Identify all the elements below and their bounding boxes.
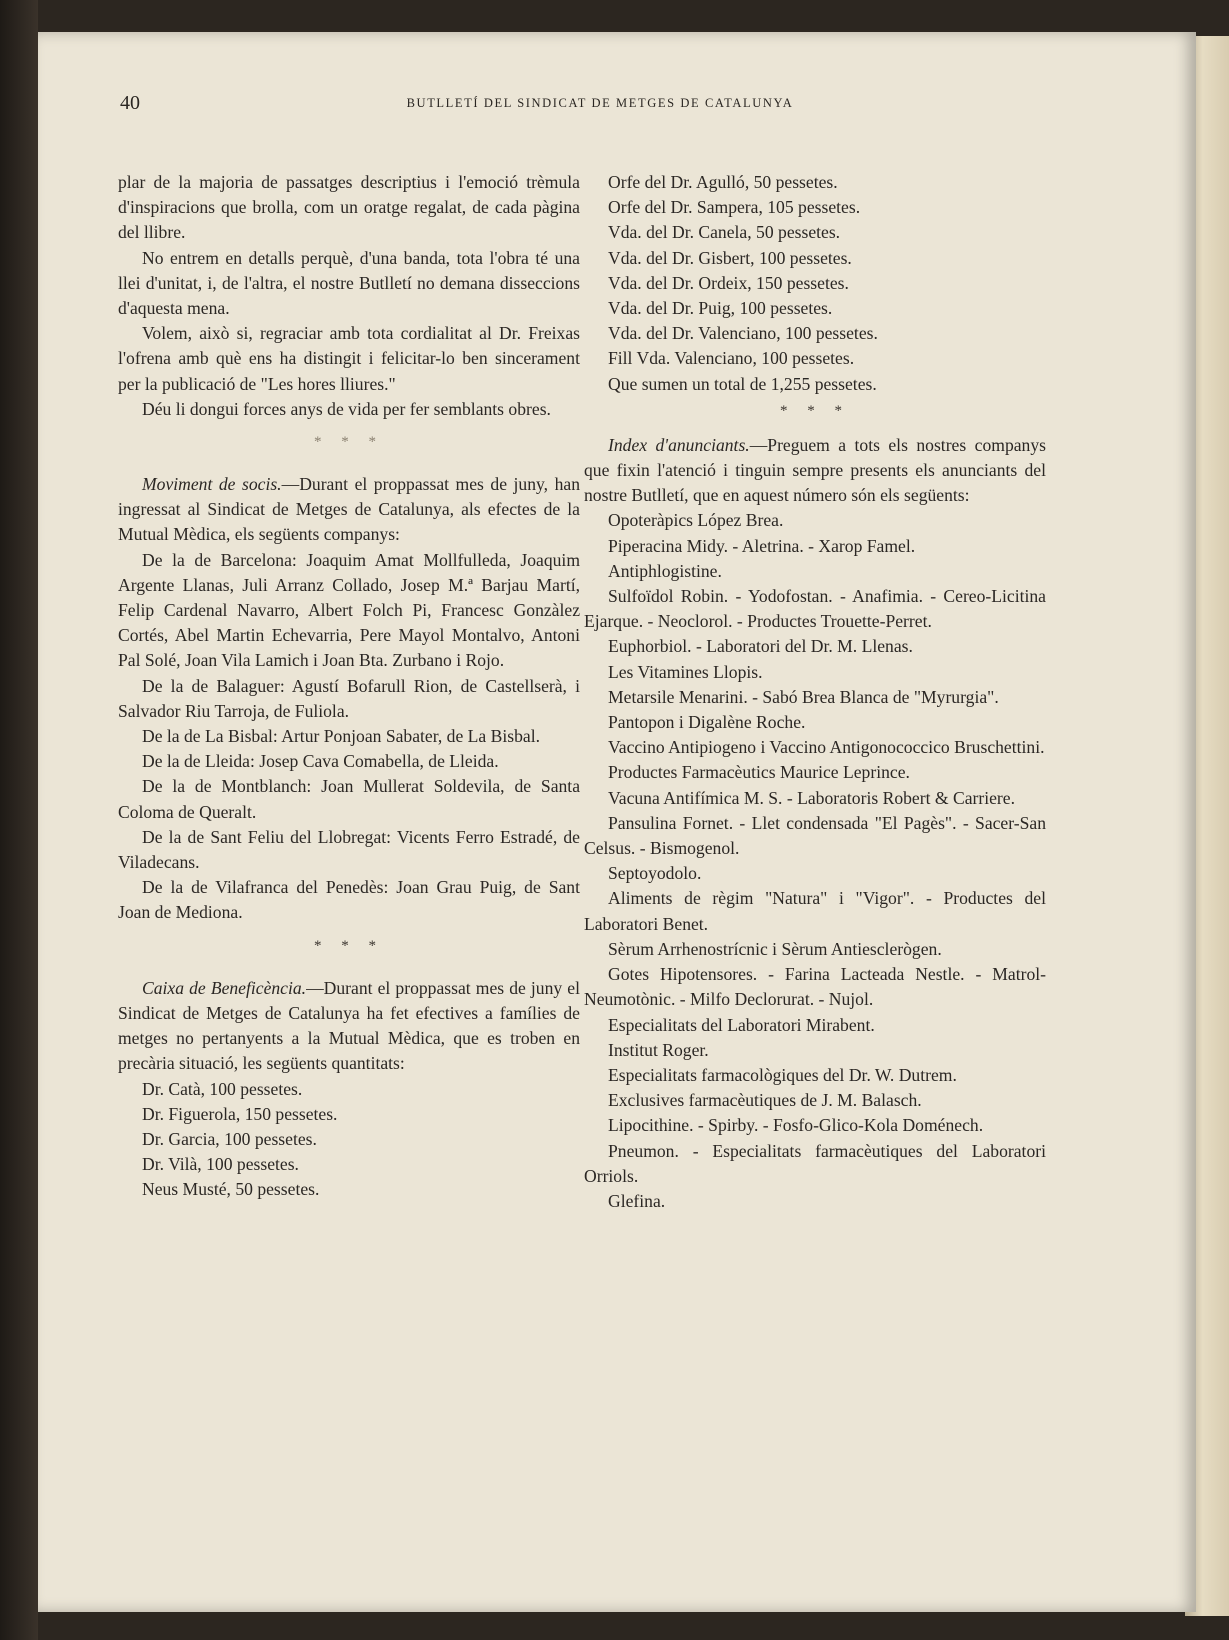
advertiser-item: Aliments de règim "Natura" i "Vigor". - Productes del Laboratori Benet. [584, 888, 1046, 934]
index-paragraph [584, 433, 1046, 509]
page-number: 40 [120, 92, 140, 114]
moviment-entry: De la de Montblanch: Joan Mullerat Soldevila, de Santa Coloma de Queralt. [118, 776, 580, 822]
advertiser-item: Les Vitamines Llopis. [608, 661, 763, 682]
left-column [118, 170, 580, 1203]
moviment-entry: De la de Vilafranca del Penedès: Joan Grau Puig, de Sant Joan de Mediona. [118, 877, 580, 923]
advertiser-item: Especialitats del Laboratori Mirabent. [608, 1014, 875, 1035]
moviment-title: Moviment de socis. [142, 474, 282, 495]
caixa-entry: Vda. del Dr. Puig, 100 pessetes. [608, 298, 833, 319]
advertiser-item: Gotes Hipotensores. - Farina Lacteada Nestle. - Matrol-Neumotònic. - Milfo Declorurat. - Nujol. [584, 964, 1046, 1010]
moviment-lead: —Durant el proppassat mes de juny, han ingressat al Sindicat de Metges de Catalunya, als efectes de la Mutual Mèdica, els següents companys: [118, 474, 580, 545]
caixa-entry: Dr. Garcia, 100 pessetes. [142, 1128, 317, 1149]
intro-paragraph: Volem, això si, regraciar amb tota cordialitat al Dr. Freixas l'ofrena amb què ens ha distingit i felicitar-lo ben sincerament per la publicació de "Les hores lliures." [118, 323, 580, 394]
advertiser-item: Institut Roger. [608, 1039, 709, 1060]
index-lead: —Preguem a tots els nostres companys que fixin l'atenció i tinguin sempre presents els anunciants del nostre Butlletí, que en aquest número són els següents: [584, 434, 1046, 506]
advertiser-item: Vaccino Antipiogeno i Vaccino Antigonococcico Bruschettini. [608, 737, 1045, 758]
advertiser-item: Productes Farmacèutics Maurice Leprince. [608, 762, 910, 783]
page-header [120, 92, 1080, 122]
moviment-paragraph [118, 472, 580, 548]
caixa-entry: Neus Musté, 50 pessetes. [142, 1179, 320, 1200]
caixa-paragraph [118, 976, 580, 1077]
advertiser-item: Euphorbiol. - Laboratori del Dr. M. Llenas. [608, 636, 913, 657]
section-separator: * * * [314, 434, 384, 451]
intro-paragraph: plar de la majoria de passatges descriptius i l'emoció trèmula d'inspiracions que brolla, com un oratge regalat, de cada pàgina del llibre. [118, 172, 580, 243]
moviment-entry: De la de La Bisbal: Artur Ponjoan Sabater, de La Bisbal. [142, 726, 540, 747]
caixa-entry: Orfe del Dr. Sampera, 105 pessetes. [608, 197, 861, 218]
caixa-entry: Vda. del Dr. Ordeix, 150 pessetes. [608, 272, 849, 293]
right-column [584, 170, 1046, 1214]
advertiser-item: Glefina. [608, 1190, 666, 1211]
section-separator: * * * [780, 402, 850, 419]
advertiser-item: Lipocithine. - Spirby. - Fosfo-Glico-Kola Doménech. [608, 1115, 984, 1136]
running-head: BUTLLETÍ DEL SINDICAT DE METGES DE CATALUNYA [406, 96, 794, 110]
caixa-entry: Dr. Catà, 100 pessetes. [142, 1078, 303, 1099]
scan-shadow-left [0, 0, 38, 1640]
advertiser-item: Sulfoïdol Robin. - Yodofostan. - Anafimia. - Cereo-Licitina Ejarque. - Neoclorol. - Productes Trouette-Perret. [584, 586, 1046, 632]
intro-paragraph: No entrem en detalls perquè, d'una banda, tota l'obra té una llei d'unitat, i, de l'altra, el nostre Butlletí no demana disseccions d'aquesta mena. [118, 247, 580, 319]
caixa-lead: —Durant el proppassat mes de juny el Sindicat de Metges de Catalunya ha fet efectives a famílies de metges no pertanyents a la Mutual Mèdica, que es troben en precària situació, les següents quantitats: [118, 977, 580, 1074]
advertiser-item: Vacuna Antifímica M. S. - Laboratoris Robert & Carriere. [608, 787, 1015, 808]
caixa-title: Caixa de Beneficència. [142, 977, 307, 998]
advertiser-item: Exclusives farmacèutiques de J. M. Balasch. [608, 1090, 922, 1111]
caixa-entry: Dr. Figuerola, 150 pessetes. [142, 1103, 338, 1124]
advertiser-item: Pansulina Fornet. - Llet condensada "El Pagès". - Sacer-San Celsus. - Bismogenol. [584, 812, 1046, 859]
caixa-entry: Dr. Vilà, 100 pessetes. [142, 1154, 299, 1175]
advertiser-item: Metarsile Menarini. - Sabó Brea Blanca de "Myrurgia". [608, 686, 999, 707]
advertiser-item: Pantopon i Digalène Roche. [608, 712, 806, 733]
moviment-entry: De la de Lleida: Josep Cava Comabella, de Lleida. [142, 751, 499, 772]
advertiser-item: Opoteràpics López Brea. [608, 510, 784, 531]
caixa-entry: Orfe del Dr. Agulló, 50 pessetes. [608, 172, 838, 192]
advertiser-item: Piperacina Midy. - Aletrina. - Xarop Famel. [608, 535, 916, 556]
index-title: Index d'anunciants. [608, 434, 750, 455]
caixa-entry: Vda. del Dr. Gisbert, 100 pessetes. [608, 247, 852, 268]
moviment-entry: De la de Barcelona: Joaquim Amat Mollfulleda, Joaquim Argente Llanas, Juli Arranz Collado, Josep M.ª Barjau Martí, Felip Cardenal Navarro, Albert Folch Pi, Francesc Gonzàlez Cortés, Abel Martin Echevarria, Pere Mayol Montalvo, Antoni Pal Solé, Joan Vila Lamich i Joan Bta. Zurbano i Rojo. [118, 549, 580, 671]
moviment-entry: De la de Balaguer: Agustí Bofarull Rion, de Castellserà, i Salvador Riu Tarroja, de Fuliola. [118, 675, 580, 721]
advertiser-item: Especialitats farmacològiques del Dr. W. Dutrem. [608, 1064, 957, 1085]
advertiser-item: Pneumon. - Especialitats farmacèutiques del Laboratori Orriols. [584, 1140, 1046, 1186]
section-separator: * * * [314, 937, 384, 954]
advertiser-item: Antiphlogistine. [608, 560, 722, 581]
caixa-entry: Vda. del Dr. Canela, 50 pessetes. [608, 222, 841, 243]
caixa-total: Que sumen un total de 1,255 pessetes. [608, 373, 877, 394]
caixa-entry: Vda. del Dr. Valenciano, 100 pessetes. [608, 323, 878, 344]
intro-paragraph: Déu li dongui forces anys de vida per fer semblants obres. [142, 398, 551, 419]
document-page [38, 32, 1196, 1612]
advertiser-item: Sèrum Arrhenostrícnic i Sèrum Antiesclerògen. [608, 938, 942, 959]
caixa-entry: Fill Vda. Valenciano, 100 pessetes. [608, 348, 855, 369]
advertiser-item: Septoyodolo. [608, 863, 702, 884]
moviment-entry: De la de Sant Feliu del Llobregat: Vicents Ferro Estradé, de Viladecans. [118, 826, 580, 873]
